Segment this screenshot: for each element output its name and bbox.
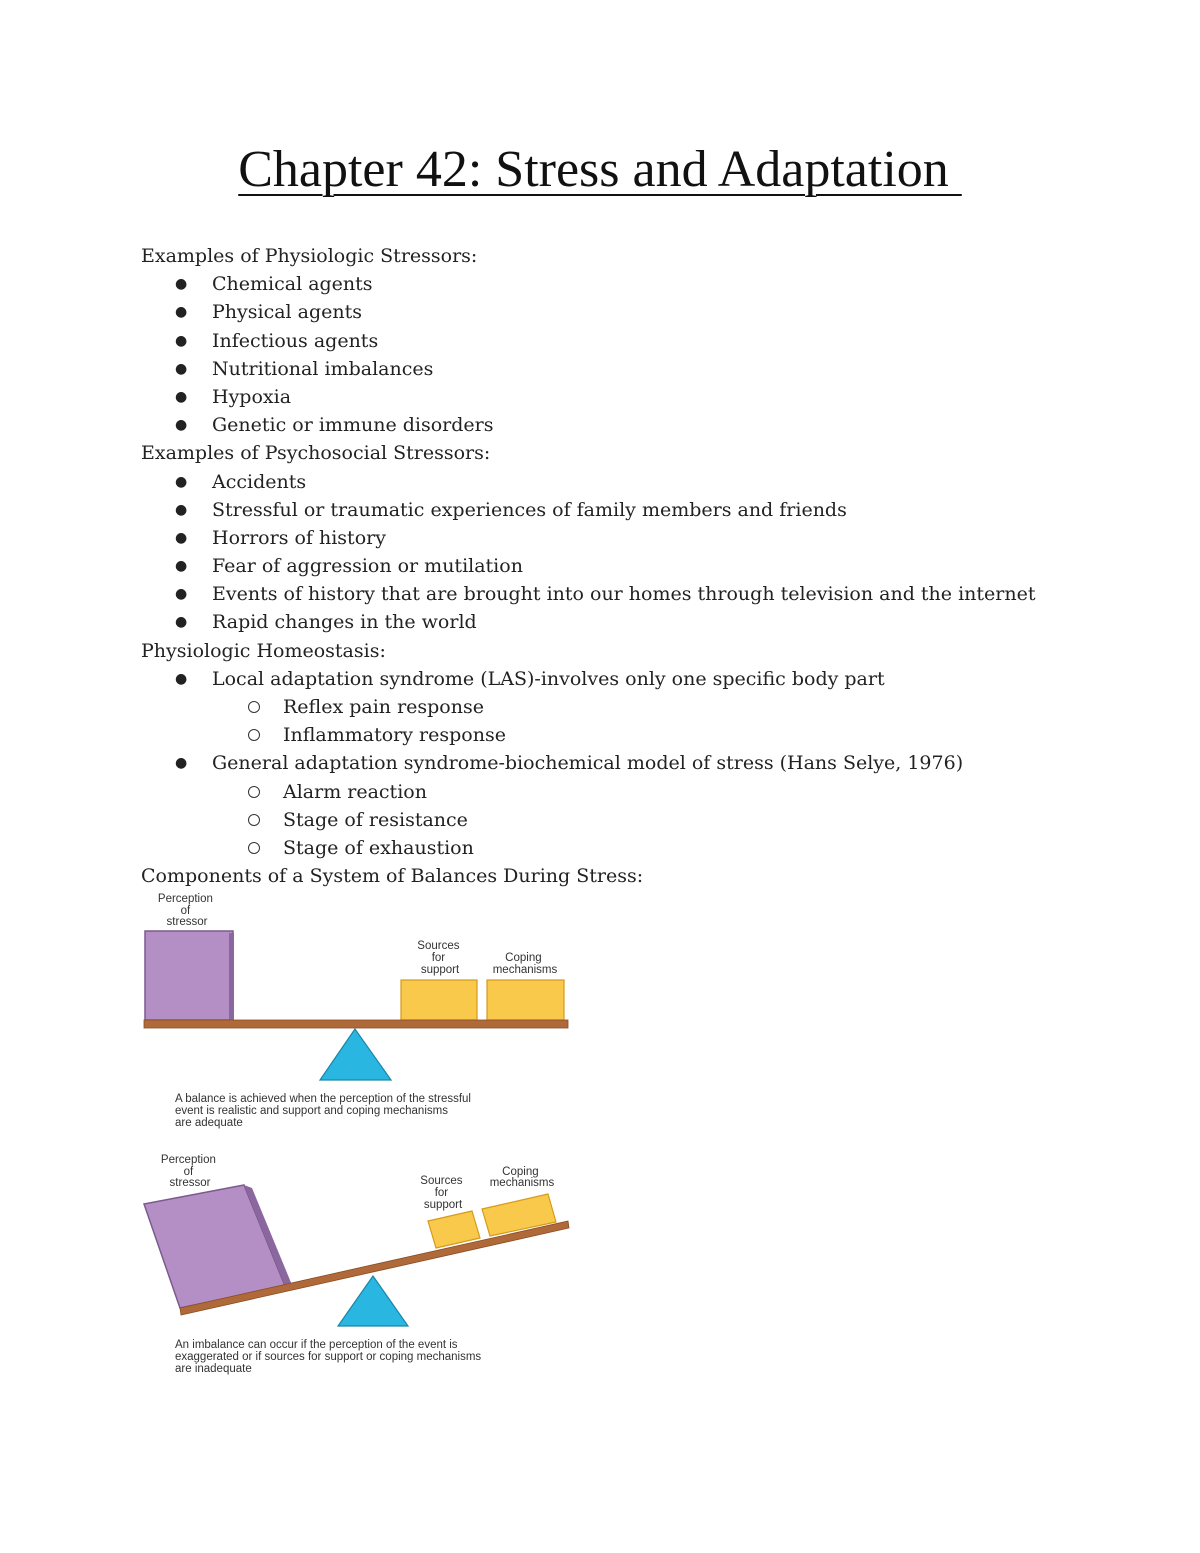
sub-list-item-text: Stage of resistance <box>283 808 468 831</box>
sub-list-item-text: Reflex pain response <box>283 696 484 718</box>
circle-bullet-icon <box>248 814 260 826</box>
bullet-icon: ● <box>175 276 188 293</box>
coping-label: Coping mechanisms <box>489 1166 555 1189</box>
sub-list-item-text: Alarm reaction <box>283 780 427 803</box>
bullet-icon: ● <box>175 501 188 518</box>
circle-bullet-icon <box>248 842 260 854</box>
sub-list-item <box>141 834 1141 862</box>
bullet-icon: ● <box>175 529 188 546</box>
bullet-icon: ● <box>175 558 188 575</box>
stressor-block-shade <box>229 933 234 1020</box>
sources-label: Sources for support <box>417 940 460 976</box>
bullet-icon: ● <box>175 417 188 434</box>
components-heading: Components of a System of Balances During Stress: <box>141 865 644 888</box>
bullet-icon: ● <box>175 360 188 377</box>
bullet-icon: ● <box>175 670 188 687</box>
list-item-text: Horrors of history <box>212 526 386 549</box>
list-item <box>141 496 1141 524</box>
list-item <box>141 749 1141 777</box>
list-item-text: Accidents <box>212 470 307 493</box>
balance-beam <box>144 1020 568 1028</box>
balance-diagrams <box>140 888 580 1388</box>
balance-figure <box>140 888 580 1388</box>
circle-bullet-icon <box>248 701 260 713</box>
coping-block <box>487 980 564 1020</box>
list-item <box>141 608 1141 636</box>
page-title: Chapter 42: Stress and Adaptation <box>238 141 962 198</box>
bullet-icon: ● <box>175 304 188 321</box>
stressor-block <box>145 931 233 1020</box>
imbalanced-diagram <box>144 1154 569 1375</box>
perception-label: Perception of stressor <box>160 1154 216 1189</box>
list-item-text: Nutritional imbalances <box>212 357 434 380</box>
list-item-text: Infectious agents <box>212 329 379 352</box>
list-item-text: Physical agents <box>212 301 363 324</box>
list-item <box>141 383 1141 411</box>
bullet-icon: ● <box>175 388 188 405</box>
bullet-icon: ● <box>175 473 188 490</box>
fulcrum-triangle <box>320 1029 391 1080</box>
list-item-text: Stressful or traumatic experiences of family members and friends <box>212 498 847 521</box>
list-item <box>141 580 1141 608</box>
list-item-text: Events of history that are brought into our homes through television and the internet <box>212 583 1036 606</box>
circle-bullet-icon <box>248 786 260 798</box>
list-item-text: Hypoxia <box>212 385 292 408</box>
psychosocial-stressors-heading: Examples of Psychosocial Stressors: <box>141 442 491 465</box>
circle-bullet-icon <box>248 729 260 741</box>
coping-label: Coping mechanisms <box>492 952 558 976</box>
list-item <box>141 298 1141 326</box>
list-item <box>141 468 1141 496</box>
perception-label: Perception of stressor <box>157 893 213 928</box>
fulcrum-triangle <box>338 1276 408 1326</box>
list-item-text: Genetic or immune disorders <box>212 414 494 437</box>
balanced-caption: A balance is achieved when the perception of the stressful event is realistic and support and coping mechanisms are adequate <box>175 1093 471 1129</box>
list-item <box>141 411 1141 439</box>
list-item-text: Rapid changes in the world <box>212 611 477 634</box>
sub-list-item <box>141 721 1141 749</box>
support-block <box>401 980 477 1020</box>
list-item <box>141 327 1141 355</box>
sub-list-item-text: Stage of exhaustion <box>283 836 474 859</box>
list-item <box>141 524 1141 552</box>
list-item <box>141 552 1141 580</box>
sub-list-item-text: Inflammatory response <box>283 724 506 747</box>
list-item-text: Chemical agents <box>212 273 373 296</box>
sources-label: Sources for support <box>420 1175 463 1211</box>
list-item <box>141 355 1141 383</box>
bullet-icon: ● <box>175 586 188 603</box>
balanced-diagram <box>144 893 568 1129</box>
homeostasis-heading: Physiologic Homeostasis: <box>141 639 386 662</box>
imbalanced-caption: An imbalance can occur if the perception of the event is exaggerated or if sources for support or coping mechanisms are inadequate <box>175 1339 482 1375</box>
sub-list-item <box>141 806 1141 834</box>
physiologic-stressors-heading: Examples of Physiologic Stressors: <box>141 245 478 267</box>
list-item <box>141 665 1141 693</box>
list-item <box>141 270 1141 298</box>
bullet-icon: ● <box>175 332 188 349</box>
sub-list-item <box>141 778 1141 806</box>
list-item-text: General adaptation syndrome-biochemical model of stress (Hans Selye, 1976) <box>212 752 964 775</box>
list-item-text: Fear of aggression or mutilation <box>212 555 523 578</box>
sub-list-item <box>141 693 1141 721</box>
bullet-icon: ● <box>175 614 188 631</box>
notes-body <box>141 242 1141 890</box>
bullet-icon: ● <box>175 755 188 772</box>
list-item-text: Local adaptation syndrome (LAS)-involves only one specific body part <box>212 667 885 690</box>
